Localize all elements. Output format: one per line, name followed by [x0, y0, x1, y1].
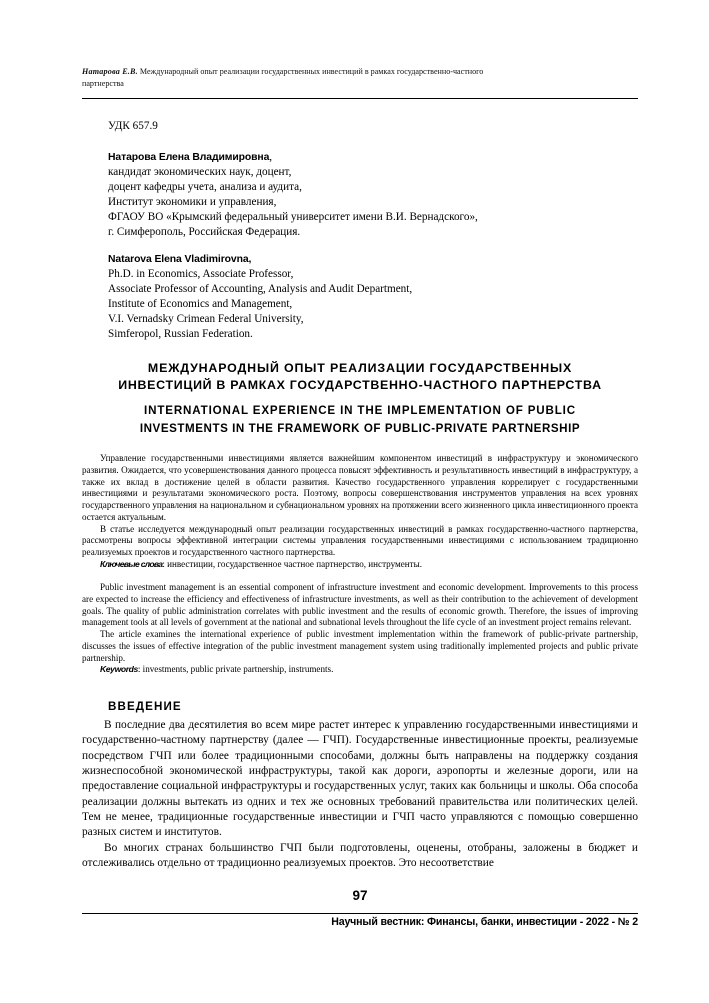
udk-code: УДК 657.9 — [108, 120, 158, 132]
author-affiliation-line: доцент кафедры учета, анализа и аудита, — [108, 181, 302, 194]
author-affiliation-line: ФГАОУ ВО «Крымский федеральный университет имени В.И. Вернадского», — [108, 211, 478, 224]
author-name-english: Natarova Elena Vladimirovna, — [108, 254, 252, 265]
keywords-russian — [82, 559, 638, 571]
abstract-russian — [82, 453, 638, 571]
running-head — [82, 66, 638, 89]
author-block-english — [108, 252, 412, 343]
author-affiliation-line: кандидат экономических наук, доцент, — [108, 166, 292, 179]
author-name-russian: Натарова Елена Владимировна, — [108, 151, 272, 163]
article-title-russian-line1: МЕЖДУНАРОДНЫЙ ОПЫТ РЕАЛИЗАЦИИ ГОСУДАРСТВЕННЫХ — [147, 361, 573, 375]
author-block-russian — [108, 150, 478, 241]
keywords-russian-value: : инвестиции, государственное частное партнерство, инструменты. — [162, 558, 423, 569]
abstract-russian-paragraph: Управление государственными инвестициями является важнейшим компонентом инвестиций в инфраструктуру и экономического развития. Ожидается, что усовершенствования данного процесса повысят эффективность и результативность инвестиций в инфраструктуру, а также их вклад в достижение целей в области развития. Качество государственного управления коррелирует с государственными инвестициями и результатами экономического роста. Поэтому, вопросы совершенствования инструментов управления на всех уровнях государственного управления на национальном и субнациональном уровнях на протяжении всего жизненного цикла инвестиционного проекта остается актуальным. — [82, 453, 638, 522]
abstract-english — [82, 582, 638, 676]
section-heading-introduction: ВВЕДЕНИЕ — [108, 700, 182, 713]
author-affiliation-line: V.I. Vernadsky Crimean Federal University, — [108, 313, 304, 326]
author-affiliation-line: Институт экономики и управления, — [108, 196, 277, 209]
body-paragraph: Во многих странах большинство ГЧП были подготовлены, оценены, отобраны, заложены в бюджет и отслеживались отдельно от традиционно реализуемых проектов. Это несоответствие — [82, 841, 638, 870]
article-title-english-line2: INVESTMENTS IN THE FRAMEWORK OF PUBLIC-PRIVATE PARTNERSHIP — [139, 421, 581, 435]
author-affiliation-line: Ph.D. in Economics, Associate Professor, — [108, 268, 294, 281]
article-title-russian-line2: ИНВЕСТИЦИЙ В РАМКАХ ГОСУДАРСТВЕННО-ЧАСТНОГО ПАРТНЕРСТВА — [118, 378, 602, 392]
author-affiliation-line: Associate Professor of Accounting, Analysis and Audit Department, — [108, 283, 413, 296]
keywords-english-value: : investments, public private partnership, instruments. — [137, 664, 334, 675]
body-paragraph: В последние два десятилетия во всем мире растет интерес к управлению государственными инвестициями и государственно-частному партнерству (далее — ГЧП). Государственные инвестиционные проекты, реализуемые посредством ГЧП или более традиционными способами, должны быть направлены на поддержку создания жизнеспособной экономической инфраструктуры, такой как дороги, аэропорты и железные дороги, или на предоставление социальной инфраструктуры и государственных услуг, таких как больницы и школы. Оба способа реализации должны вытекать из одних и тех же основных требований правительства или политических целей. Тем не менее, традиционные государственные инвестиции и ГЧП часто управляются с помощью совершенно разных систем и институтов. — [82, 719, 638, 839]
footer-divider-rule — [82, 913, 638, 914]
author-affiliation-line: Simferopol, Russian Federation. — [108, 328, 253, 341]
article-title-english-line1: INTERNATIONAL EXPERIENCE IN THE IMPLEMENTATION OF PUBLIC — [144, 404, 576, 417]
keywords-russian-label: Ключевые слова — [100, 558, 163, 569]
article-title-russian — [82, 360, 638, 394]
keywords-english — [82, 664, 638, 676]
author-affiliation-line: г. Симферополь, Российская Федерация. — [108, 226, 301, 239]
abstract-english-paragraph: The article examines the international experience of public investment implementation within the framework of public-private partnership, discusses the issues of effective integration of the public investment management system using traditionally implemented projects and public private partnership. — [82, 629, 638, 663]
running-head-continuation: партнерства — [82, 78, 124, 88]
keywords-english-label: Keywords — [100, 664, 138, 675]
author-affiliation-line: Institute of Economics and Management, — [108, 298, 293, 311]
header-divider-rule — [82, 98, 638, 99]
running-head-title: Международный опыт реализации государственных инвестиций в рамках государственно-частного — [137, 67, 484, 76]
footer-journal-line: Научный вестник: Финансы, банки, инвестиции - 2022 - № 2 — [331, 916, 638, 928]
abstract-russian-paragraph: В статье исследуется международный опыт реализации государственных инвестиций в рамках государственно-частного партнерства, рассмотрены вопросы эффективной интеграции системы управления государственными инвестициями с использованием традиционно реализуемых проектов и государственного частного партнерства. — [82, 523, 638, 557]
running-head-author: Натарова Е.В. — [82, 67, 138, 76]
abstract-english-paragraph: Public investment management is an essential component of infrastructure investment and economic development. Improvements to this process are expected to increase the efficiency and effectiveness of infrastructure investments, as well as their contribution to the achievement of development goals. The quality of public administration correlates with public investment and the results of economic growth. Therefore, the issues of improving management tools at all levels of government at the national and subnational levels throughout the life cycle of an investment project remains relevant. — [82, 582, 638, 628]
page-content — [82, 0, 638, 1003]
page-number: 97 — [352, 888, 368, 903]
body-text — [82, 718, 638, 871]
article-title-english — [82, 402, 638, 437]
